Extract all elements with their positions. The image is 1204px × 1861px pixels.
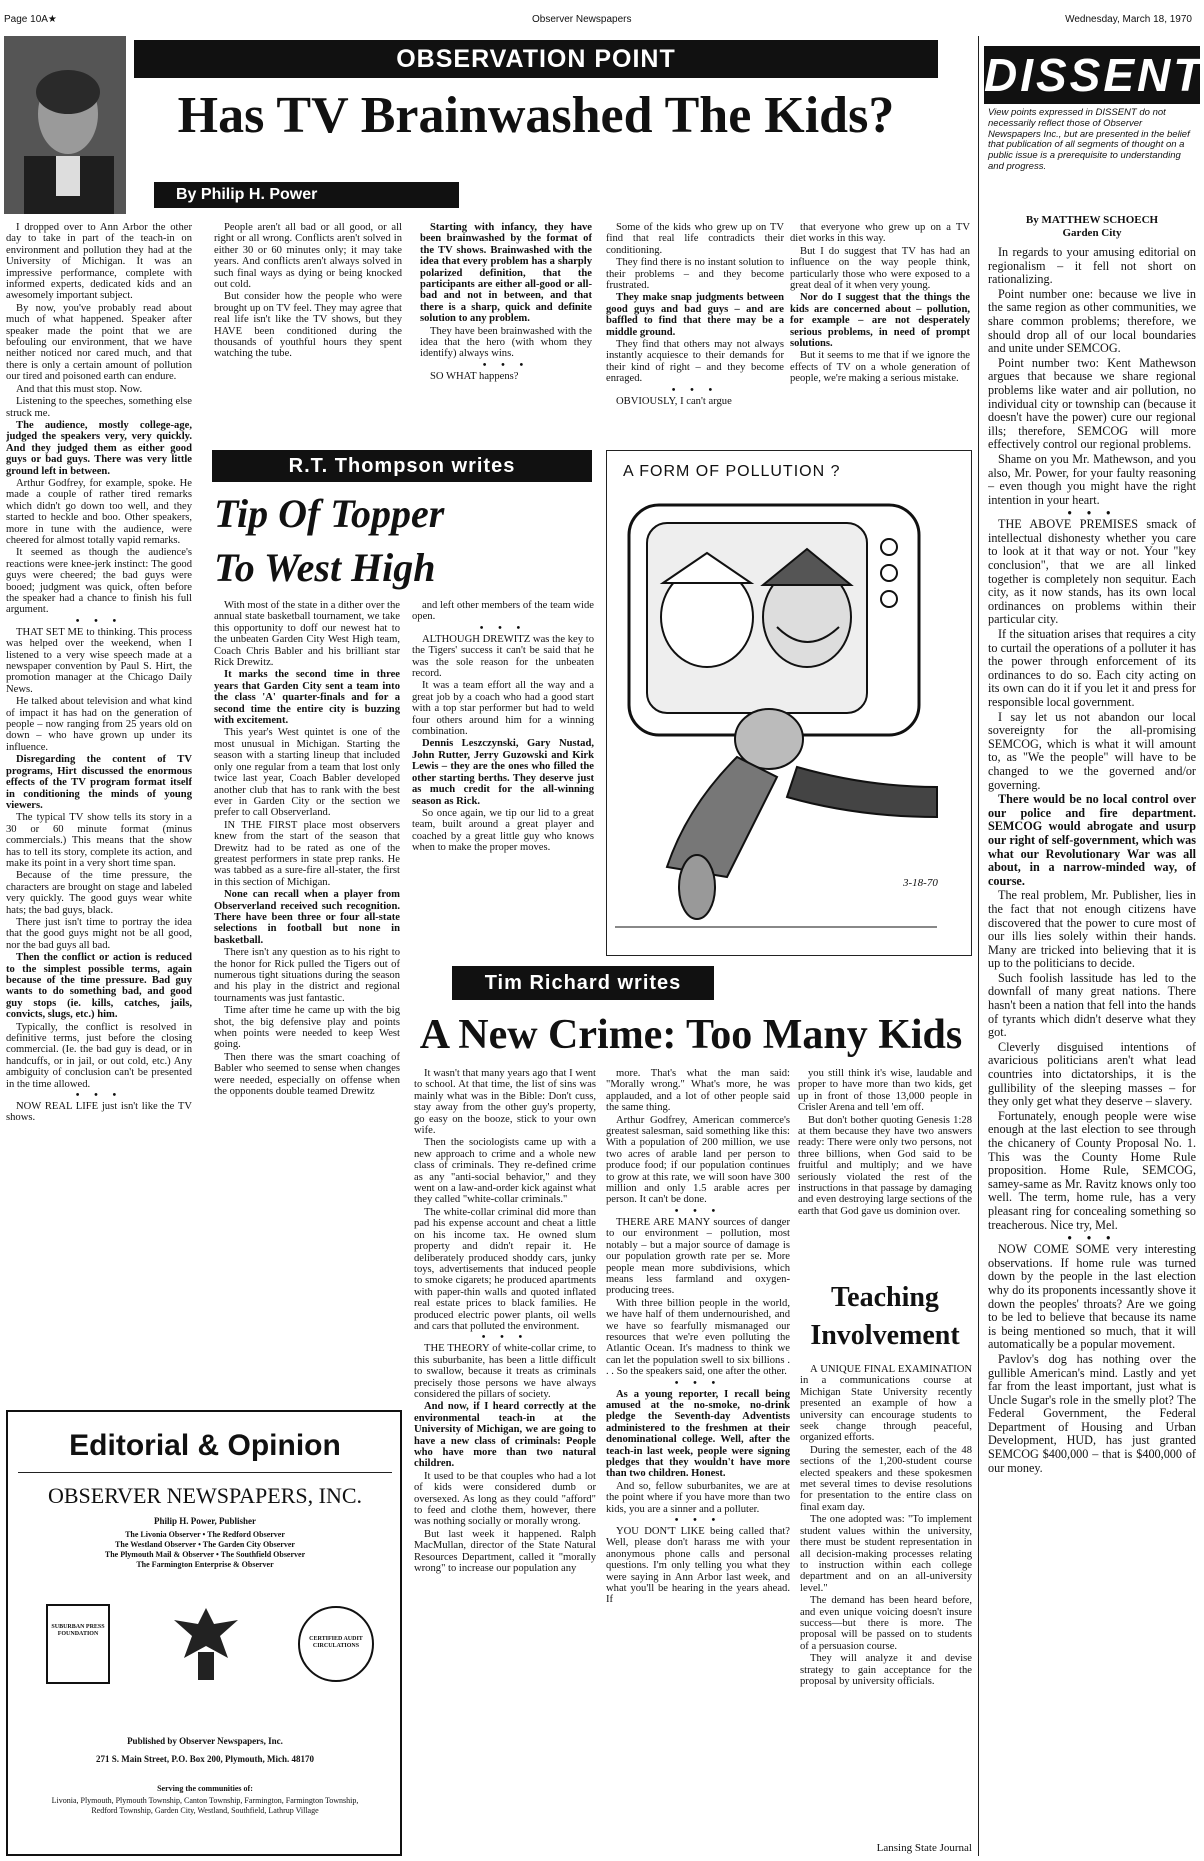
paragraph: But last week it happened. Ralph MacMullan, director of the State Natural Resources Department, called it "morally wrong" to increase our population any bbox=[414, 1528, 596, 1575]
paper-list-item: The Westland Observer • The Garden City Observer bbox=[115, 1540, 295, 1549]
dissent-city: Garden City bbox=[1062, 227, 1122, 239]
paragraph: Cleverly disguised intentions of avaricious politicians aren't what lead countries into dictatorships, it is the gullibility of the sleeping masses – for they only get what they deserve – slavery. bbox=[988, 1039, 1196, 1109]
paragraph: Arthur Godfrey, for example, spoke. He made a couple of rather tired remarks which didn't go down too well, and they started to heckle and boo. Other speakers, more in tune with the audience, were cheered for almost totally vapid remarks. bbox=[6, 477, 192, 546]
paragraph: The typical TV show tells its story in a 30 or 60 minute format (minus commercials.) This means that the show has to tell its story, complete its action, and make its point in a very short time span. bbox=[6, 812, 192, 869]
paragraph: and left other members of the team wide open. bbox=[412, 600, 594, 623]
paragraph: Then the sociologists came up with a new approach to crime and a whole new class of criminals. They re-defined crime as any "anti-social behavior," and they went on a law-and-order kick against what they called "white-collar criminals." bbox=[414, 1137, 596, 1206]
section-dots: • • • bbox=[674, 1377, 722, 1389]
paragraph: It was a team effort all the way and a great job by a coach who had a good start with a top star performer but had to weld four others around him for a winning combination. bbox=[412, 680, 594, 738]
audit-seal: CERTIFIED AUDIT CIRCULATIONS bbox=[298, 1606, 374, 1682]
paragraph: He talked about television and what kind of impact it has had on the generation of people – now ranging from 25 years old on down – who have grown up under its influence. bbox=[6, 696, 192, 753]
editorial-title: Editorial & Opinion bbox=[69, 1429, 341, 1462]
teaching-source: Lansing State Journal bbox=[876, 1842, 972, 1854]
editorial-box bbox=[6, 1410, 402, 1856]
paragraph: Disregarding the content of TV programs, Hirt discussed the enormous effects of the TV program format itself in conditioning the minds of young viewers. bbox=[6, 754, 192, 811]
paper-name: Observer Newspapers bbox=[532, 14, 632, 25]
paragraph: This year's West quintet is one of the most unusual in Michigan. Starting the season with a starting lineup that included only one regular from a team that lost only twice last year, Coach Babler developed another club that has to rank with the best ever in Garden City or the section we prefer to call Observerland. bbox=[214, 727, 400, 819]
paragraph: NOW REAL LIFE just isn't like the TV shows. bbox=[6, 1101, 192, 1124]
paragraph: Arthur Godfrey, American commerce's greatest salesman, said something like this: With a population of 200 million, we use two acres of arable land per person to produce food; if our population continues to grow at this rate, we will soon have 300 million and only 1.5 arable acres per person. It can't be done. bbox=[606, 1114, 790, 1206]
paragraph: The white-collar criminal did more than pad his expense account and cheat a little on his income tax. He owned slum property and didn't repair it. He deliberately produced shoddy cars, junky toys, advertisements that induced people to smoke cigarets; he produced apartments with paper-thin walls and quoted inflated real estate prices to black families. He produced electric power plants, oil wells and cars that polluted the environment. bbox=[414, 1206, 596, 1332]
paragraph: Dennis Leszczynski, Gary Nustad, John Rutter, Jerry Guzowski and Kirk Lewis – they are the ones who filled the other starting berths. They deserve just as much credit for the all-winning season as Rick. bbox=[412, 738, 594, 807]
cartoon bbox=[606, 450, 972, 956]
paragraph: It marks the second time in three years that Garden City sent a team into the class 'A' quarter-finals and for a second time the entire city is buzzing with excitement. bbox=[214, 669, 400, 727]
paragraph: And now, if I heard correctly at the environmental teach-in at the University of Michigan, we are going to have a new class of criminals: People who have more than two natural children. bbox=[414, 1401, 596, 1470]
paragraph: The demand has been heard before, and even unique voicing doesn't insure success—but there is more. The proposal will be passed on to students of a persuasion course. bbox=[800, 1595, 972, 1652]
paragraph: IN THE FIRST place most observers knew from the start of the season that Drewitz had to be rated as one of the greatest performers in state prep ranks. He was tabbed as a sure-fire all-stater, the first in this section of Michigan. bbox=[214, 819, 400, 888]
section-dots: • • • bbox=[674, 1205, 722, 1217]
paragraph: Then there was the smart coaching of Babler who seemed to sense when changes were needed, especially on offense when the opponents double teamed Drewitz bbox=[214, 1051, 400, 1098]
paragraph: None can recall when a player from Observerland received such recognition. There have been three or four all-state selections in football but none in basketball. bbox=[214, 889, 400, 946]
paragraph: Listening to the speeches, something else struck me. bbox=[6, 396, 192, 419]
teaching-body bbox=[800, 1364, 972, 1842]
paragraph: Time after time he came up with the big shot, the big defensive play and points when points were needed to keep West going. bbox=[214, 1005, 400, 1051]
paragraph: I dropped over to Ann Arbor the other day to take in part of the teach-in on environment and pollution they had at the University of Michigan. It was an impressive performance, complete with informed experts, dedicated kids and an awesomely important subject. bbox=[6, 222, 192, 302]
paragraph: And that this must stop. Now. bbox=[16, 383, 143, 395]
paragraph: With three billion people in the world, we have half of them undernourished, and we have so fearfully mismanaged our resources that we're even polluting the Atlantic Ocean. It's madness to think we can let the population swell to six billions . . . So the speakers said, one after the other. bbox=[606, 1297, 790, 1378]
paragraph: Point number one: because we live in the same region as other communities, we share common problems; therefore, we should drop all of our local boundaries and unite under SEMCOG. bbox=[988, 286, 1196, 356]
section-dots: • • • bbox=[481, 1332, 529, 1344]
thompson-headline-2: To West High bbox=[214, 545, 436, 590]
richard-col-2 bbox=[606, 1068, 790, 1858]
published-by: Published by Observer Newspapers, Inc. bbox=[127, 1736, 283, 1746]
cartoon-signature: 3-18-70 bbox=[903, 877, 938, 889]
thompson-col-2 bbox=[412, 600, 594, 960]
thompson-banner: R.T. Thompson writes bbox=[212, 450, 592, 482]
paragraph: The one adopted was: "To implement student values within the university, there must be student representation in all decision-making processes relating to instruction within each college department and on an all-university level." bbox=[800, 1514, 972, 1594]
paragraph: YOU DON'T LIKE being called that? Well, please don't harass me with your anonymous phone calls and personal questions. I'm only telling you what they were saying in Ann Arbor last week, and what you'll be hearing in the years ahead. If bbox=[606, 1526, 790, 1606]
paragraph: By now, you've probably read about much of what happened. Speaker after speaker made the point that we are befouling our environment, that we have neither noticed nor cared much, and that there is only a certain amount of pollution our tired and poisoned earth can endure. bbox=[6, 302, 192, 383]
observation-col-3 bbox=[420, 222, 592, 442]
paragraph: that everyone who grew up on a TV diet works in this way. bbox=[790, 222, 970, 245]
page-header bbox=[4, 14, 1200, 28]
company-name: OBSERVER NEWSPAPERS, INC. bbox=[47, 1483, 363, 1508]
paragraph: Pavlov's dog has nothing over the gullible American's mind. Lastly and yet far from the least important, just what is Uncle Sugar's role in the smelly plot? The Federal Government, the Federal Department of Housing and Urban Development, HUD, has just granted SEMCOG $400,000 – that is $400,000 of our money. bbox=[988, 1351, 1196, 1475]
paragraph: But it seems to me that if we ignore the effects of TV on a whole generation of people, we're making a serious mistake. bbox=[790, 350, 970, 385]
paragraph: In regards to your amusing editorial on regionalism – it fell not short on rationalizing. bbox=[988, 246, 1196, 287]
paragraph: Point number two: Kent Mathewson argues that because we share regional problems like water and air pollution, no individual city or township can (because it doesn't have the power) cure our regional ills; therefore, SEMCOG will more effectively control our regional problems. bbox=[988, 355, 1196, 452]
paragraph: The real problem, Mr. Publisher, lies in the fact that not enough citizens have discovered that the power to cure most of our ills lies solely within their hands. Many are tricked into believing that it is up to the politicians to decide. bbox=[988, 888, 1196, 971]
paragraph: They have been brainwashed with the idea that the hero (with whom they identify) always wins. bbox=[420, 325, 592, 360]
dissent-note: View points expressed in DISSENT do not necessarily reflect those of Observer Newspapers Inc., but are presented in the belief that publication of all segments of thought on a public issue is a prerequisite to understanding and progress. bbox=[988, 107, 1190, 172]
section-dots: • • • bbox=[482, 359, 530, 371]
paragraph: THE THEORY of white-collar crime, to this suburbanite, has been a little difficult to swallow, because it treats as criminals precisely those persons we have always considered the pillars of society. bbox=[414, 1343, 596, 1400]
paper-list-item: The Farmington Enterprise & Observer bbox=[136, 1560, 274, 1569]
observation-byline: By Philip H. Power bbox=[154, 182, 459, 208]
divider bbox=[18, 1472, 392, 1473]
suburban-press-seal: SUBURBAN PRESS FOUNDATION bbox=[46, 1604, 110, 1684]
thompson-headline-1: Tip Of Topper bbox=[214, 491, 445, 536]
section-dots: • • • bbox=[1067, 1231, 1117, 1246]
paragraph: SO WHAT happens? bbox=[430, 370, 519, 382]
section-dots: • • • bbox=[1067, 506, 1117, 521]
observation-col-2 bbox=[214, 222, 402, 442]
paragraph: THAT SET ME to thinking. This process was helped over the weekend, when I listened to a very wise speech made at a newspaper convention by Paul S. Hirt, the promotion manager at the Chicago Daily News. bbox=[6, 626, 192, 695]
paragraph: Shame on you Mr. Mathewson, and you also, Mr. Power, for your faulty reasoning – even though you might have the right intention in your heart. bbox=[988, 451, 1196, 507]
page-number: Page 10A★ bbox=[4, 14, 57, 25]
paragraph: They find there is no instant solution to their problems – and they become frustrated. bbox=[606, 257, 784, 292]
paper-list-item: The Plymouth Mail & Observer • The Southfield Observer bbox=[104, 1550, 306, 1559]
paragraph: If the situation arises that requires a city to curtail the operations of a polluter it has the power through enforcement of its ordinances to do so. Each city acting on its own can do it if you let it and press for responsible local government. bbox=[988, 627, 1196, 709]
publisher-line: Philip H. Power, Publisher bbox=[154, 1516, 256, 1526]
section-dots: • • • bbox=[674, 1515, 722, 1527]
paragraph: So once again, we tip our lid to a great team, built around a great player and coached by a great little guy who knows when to make the proper moves. bbox=[412, 807, 594, 854]
paragraph: There just isn't time to portray the idea that the good guys might not be all good, nor the bad guys all bad. bbox=[6, 916, 192, 951]
observation-headline: Has TV Brainwashed The Kids? bbox=[177, 87, 895, 144]
paragraph: THE ABOVE PREMISES smack of intellectual dishonesty whether you care to look at it that way or not. Your "key conclusion", that we are all linked together is completely non sequitur. Each city, as it now stands, has its own local ordinances on problems within their particular city. bbox=[988, 517, 1196, 627]
address: 271 S. Main Street, P.O. Box 200, Plymouth, Mich. 48170 bbox=[96, 1754, 314, 1764]
paragraph: But don't bother quoting Genesis 1:28 at them because they have two answers ready: There were only two persons, not three billions, when God said to be fruitful and multiply; and we have seriously violated the rest of the instructions in that passage by damaging and even destroying large sections of the earth that God gave us dominion over. bbox=[798, 1114, 972, 1217]
paragraph: It used to be that couples who had a lot of kids were considered dumb or oversexed. As long as they could "afford" to feed and clothe them, however, there was nothing socially or morally wrong. bbox=[414, 1470, 596, 1528]
paragraph: more. That's what the man said: "Morally wrong." What's more, he was applauded, and a lot of other people said the same thing. bbox=[606, 1068, 790, 1114]
observation-col-1 bbox=[6, 222, 192, 1394]
dissent-divider bbox=[978, 36, 979, 1856]
paragraph: OBVIOUSLY, I can't argue bbox=[616, 395, 732, 407]
paragraph: But consider how the people who were brought up on TV feel. They may agree that real life isn't like the TV shows, but they HAVE been conditioned during the thousands of youthful hours they spent watching the tube. bbox=[214, 291, 402, 360]
richard-col-1 bbox=[414, 1068, 596, 1858]
teaching-headline-2: Involvement bbox=[810, 1320, 960, 1351]
paragraph: A UNIQUE FINAL EXAMINATION in a communications course at Michigan State University recently presented an example of how a university can encourage students to seek change through peaceful, organized efforts. bbox=[800, 1364, 972, 1444]
paragraph: As a young reporter, I recall being amused at the no-smoke, no-drink pledge the Seventh-day Adventists administered to the freshmen at their denominational college. Well, after the teach-in last week, people were signing pledges that they wouldn't have more than two children. Honest. bbox=[606, 1388, 790, 1480]
paragraph: There isn't any question as to his right to the honor for Rick pulled the Tigers out of numerous tight situations during the season and his play in the district and regional tournaments was just fantastic. bbox=[214, 947, 400, 1004]
dissent-title: DISSENT bbox=[984, 46, 1200, 104]
section-dots: • • • bbox=[479, 622, 527, 634]
author-photo bbox=[4, 36, 126, 214]
observation-point-banner: OBSERVATION POINT bbox=[134, 40, 938, 78]
paragraph: Some of the kids who grew up on TV find that real life contradicts their conditioning. bbox=[606, 222, 784, 256]
dissent-byline: By MATTHEW SCHOECH bbox=[1025, 214, 1159, 226]
paragraph: With most of the state in a dither over the annual state basketball tournament, we take this opportunity to doff our newest hat to the unbeaten Garden City West High team, Coach Chris Babler and his brilliant star Rick Drewitz. bbox=[214, 600, 400, 669]
section-dots: • • • bbox=[75, 615, 123, 627]
paragraph: THERE ARE MANY sources of danger to our environment – pollution, most notably – but a major source of damage is our population growth rate per se. More people mean more subdivisions, which means less farmland and oxygen-producing trees. bbox=[606, 1216, 790, 1297]
paragraph: I say let us not abandon our local sovereignty for the all-promising SEMCOG, which is what it will amount to, as "We the people" will have to be changed to we the governed and/or governing. bbox=[988, 709, 1196, 792]
richard-headline: A New Crime: Too Many Kids bbox=[419, 1012, 963, 1058]
paragraph: During the semester, each of the 48 sections of the 1,200-student course elected speakers and these spokesmen met several times to devise resolutions for presentation to the entire class on final exam day. bbox=[800, 1444, 972, 1513]
paragraph: But I do suggest that TV has had an influence on the way people think, particularly those who were exposed to a great deal of it when very young. bbox=[790, 245, 970, 292]
paragraph: Such foolish lassitude has led to the downfall of many great nations. There hasn't been a nation that fell into the hands of tyrants which didn't deserve what they got. bbox=[988, 970, 1196, 1040]
richard-col-3 bbox=[798, 1068, 972, 1264]
serving-label: Serving the communities of: bbox=[157, 1784, 253, 1793]
section-dots: • • • bbox=[75, 1090, 123, 1102]
paragraph: It seemed as though the audience's reactions were knee-jerk instinct: The good guys were cheered; the bad guys were booed; judgment was quick, often before the speaker had a chance to finish his full argument. bbox=[6, 547, 192, 616]
cartoon-caption: A FORM OF POLLUTION ? bbox=[623, 463, 841, 480]
eagle-emblem-icon bbox=[168, 1602, 244, 1686]
richard-banner: Tim Richard writes bbox=[452, 966, 714, 1000]
observation-col-4 bbox=[606, 222, 784, 442]
paragraph: They will analyze it and devise strategy to gain acceptance for the proposal by university officials. bbox=[800, 1653, 972, 1687]
paper-list-item: The Livonia Observer • The Redford Observer bbox=[125, 1530, 285, 1539]
paragraph: Nor do I suggest that the things the kids are concerned about – pollution, for example – are not desperately serious problems, in need of prompt solutions. bbox=[790, 292, 970, 350]
paragraph: It wasn't that many years ago that I went to school. At that time, the list of sins was mainly what was in the Bible: Don't cuss, stay away from the other guy's property, go easy on the booze, stick to your own wife. bbox=[414, 1068, 596, 1137]
paragraph: People aren't all bad or all good, or all right or all wrong. Conflicts aren't solved in either 30 or 60 minutes only; it may take years. And conflicts aren't always solved in such final ways as dying or being knocked out cold. bbox=[214, 222, 402, 291]
paragraph: They find that others may not always instantly acquiesce to their demands for their kind of right – and they become enraged. bbox=[606, 339, 784, 385]
issue-date: Wednesday, March 18, 1970 bbox=[1065, 14, 1192, 25]
observation-col-5 bbox=[790, 222, 970, 442]
teaching-headline-1: Teaching bbox=[831, 1282, 939, 1313]
paragraph: NOW COME SOME very interesting observations. If home rule was turned down by the people in the last election why do its proponents incessantly shove it down the peoples' throats? Are we going to be led to believe that because its name is being mentioned so much, that it will automatically be a popular movement. bbox=[988, 1242, 1196, 1352]
paragraph: ALTHOUGH DREWITZ was the key to the Tigers' success it can't be said that he was the sole reason for the unbeaten record. bbox=[412, 633, 594, 680]
thompson-col-1 bbox=[214, 600, 400, 1410]
paragraph: Because of the time pressure, the characters are brought on stage and labeled very quickly. The good guys wear white hats; the bad guys, black. bbox=[6, 870, 192, 916]
dissent-body bbox=[988, 246, 1196, 1856]
communities-list: Livonia, Plymouth, Plymouth Township, Canton Township, Farmington, Farmington Township, Redford Township, Garden City, Westland, Southfield, Lathrup Village bbox=[51, 1796, 359, 1815]
section-dots: • • • bbox=[671, 384, 719, 396]
paragraph: They make snap judgments between good guys and bad guys – and are baffled to find that there may be a middle ground. bbox=[606, 292, 784, 338]
paragraph: The audience, mostly college-age, judged the speakers very, very quickly. And they judged them as either good guys or bad guys. There was very little ground left in between. bbox=[6, 419, 192, 477]
paragraph: you still think it's wise, laudable and proper to have more than two kids, get up in front of those 13,000 people in Crisler Arena and tell 'em off. bbox=[798, 1068, 972, 1114]
paragraph: And so, fellow suburbanites, we are at the point where if you have more than two kids, you are a sinner and a polluter. bbox=[606, 1480, 790, 1515]
paragraph: There would be no local control over our police and fire department. SEMCOG would abrogate and usurp our right of self-government, which was what our Revolutionary War was all about, in a narrow-minded way, of course. bbox=[988, 792, 1196, 888]
paragraph: Then the conflict or action is reduced to the simplest possible terms, again because of the time pressure. Bad guy wants to do something bad, and good guy stops (ie. kills, catches, jails, convicts, slugs, etc.) him. bbox=[6, 952, 192, 1021]
paragraph: Starting with infancy, they have been brainwashed by the format of the TV shows. Brainwashed with the idea that every problem has a sharply polarized definition, that the participants are either all-good or all-bad and not in between, and that there is a sharp, quick and definite solution to any problem. bbox=[420, 222, 592, 325]
paragraph: Fortunately, enough people were wise enough at the last election to see through the chicanery of County Proposal No. 1. This was the County Home Rule proposition. Home Rule, SEMCOG, samey-same as Mr. Ravitz knows only too well. The term, home rule, has a very pleasant ring for concealing something so treacherous. Nice try, Mel. bbox=[988, 1108, 1196, 1232]
paragraph: Typically, the conflict is resolved in definitive terms, just before the closing commercial. (Ie. the bad guy is dead, or in handcuffs, or in jail, or out cold, etc.) Any ambiguity of conclusion can't be presented in the time allowed. bbox=[6, 1021, 192, 1090]
